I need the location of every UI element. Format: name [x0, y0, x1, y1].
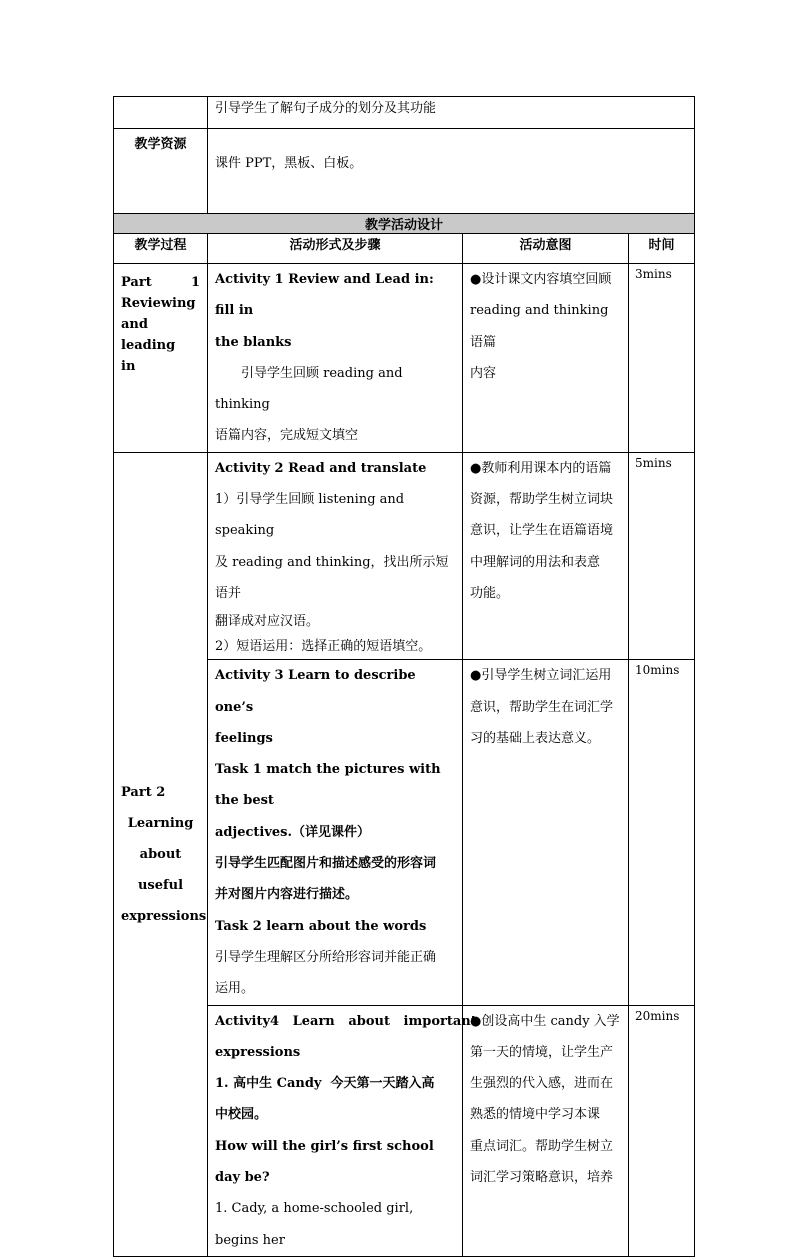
intent-line: 中理解词的用法和表意: [470, 554, 601, 570]
activity2-steps: [208, 452, 463, 659]
intent-line: ●创设高中生 candy 入学: [470, 1013, 620, 1029]
activity4-line: Activity4 Learn about important: [215, 1013, 477, 1029]
part1-activity: [208, 264, 463, 453]
activity3-line: Task 1 match the pictures with the best: [215, 762, 441, 809]
resources-row: [114, 129, 695, 214]
header-steps: 活动形式及步骤: [208, 234, 463, 264]
intent-line: 词汇学习策略意识，培养: [470, 1170, 614, 1186]
part1-label-line: Part 1: [121, 275, 200, 290]
header-time: 时间: [629, 234, 695, 264]
part2-label-line: expressions: [121, 908, 207, 924]
intent-line: ●教师利用课本内的语篇: [470, 460, 612, 476]
activity2-line: 2）短语运用：选择正确的短语填空。: [215, 639, 432, 655]
activity4-line: expressions: [215, 1044, 301, 1060]
activity3-line: 并对图片内容进行描述。: [215, 887, 359, 903]
intent-line: 资源，帮助学生树立词块: [470, 492, 614, 508]
activity3-line: adjectives.（详见课件）: [215, 824, 371, 840]
objective-label-cell: [114, 97, 208, 129]
header-intent: 活动意图: [463, 234, 629, 264]
activity2-row: [114, 452, 695, 659]
activity1-title-line: the blanks: [215, 334, 292, 350]
intent-line: ●设计课文内容填空回顾: [470, 272, 612, 287]
part2-label-line: about: [139, 846, 182, 862]
activity4-line: How will the girl’s first school day be?: [215, 1138, 434, 1186]
part1-time: 3mins: [629, 264, 695, 453]
objective-text: 引导学生了解句子成分的划分及其功能: [208, 97, 695, 129]
header-row: [114, 234, 695, 264]
part1-row: [114, 264, 695, 453]
activity2-intent: [463, 452, 629, 659]
activity3-line: Activity 3 Learn to describe one’s: [215, 668, 416, 715]
intent-line: 习的基础上表达意义。: [470, 730, 601, 746]
part2-label-line: Part 2: [121, 784, 166, 800]
activity4-steps: [208, 1005, 477, 1256]
activity2-line: 及 reading and thinking，找出所示短语并: [215, 554, 449, 601]
part1-label-line: Reviewing: [121, 296, 196, 311]
part2-label-line: useful: [137, 877, 184, 893]
activity1-desc: 引导学生回顾 reading and thinking: [215, 365, 403, 413]
intent-line: 第一天的情境，让学生产: [470, 1044, 614, 1060]
part1-label: [114, 264, 208, 453]
activity1-desc: 语篇内容，完成短文填空: [215, 428, 359, 444]
section-title-row: [114, 214, 695, 234]
intent-line: 意识，让学生在语篇语境: [470, 523, 614, 539]
intent-line: 意识，帮助学生在词汇学: [470, 699, 614, 715]
activity3-time: 10mins: [629, 660, 695, 1005]
activity2-title: Activity 2 Read and translate: [215, 460, 427, 476]
activity4-line: 中校园。: [215, 1107, 268, 1123]
activity2-line: 1）引导学生回顾 listening and speaking: [215, 492, 405, 539]
part1-label-line: in: [121, 359, 136, 374]
activity2-time: 5mins: [629, 452, 695, 659]
activity4-intent: [463, 1005, 629, 1256]
resources-value: 课件 PPT，黑板、白板。: [208, 129, 695, 214]
activity4-line: 1. 高中生 Candy 今天第一天踏入高: [215, 1076, 435, 1092]
activity3-steps: [208, 660, 463, 1005]
resources-label: 教学资源: [114, 129, 208, 214]
activity3-line: Task 2 learn about the words: [215, 918, 427, 934]
activity2-line: 翻译成对应汉语。: [215, 614, 320, 630]
section-title: 教学活动设计: [114, 214, 695, 234]
intent-line: ●引导学生树立词汇运用: [470, 668, 612, 684]
part1-intent: [463, 264, 629, 453]
header-process: 教学过程: [114, 234, 208, 264]
objective-row: [114, 97, 695, 129]
intent-line: 功能。: [470, 585, 510, 601]
part2-label: [114, 452, 208, 1256]
activity4-time: 20mins: [629, 1005, 695, 1256]
activity3-line: 引导学生理解区分所给形容词并能正确: [215, 949, 437, 965]
part1-label-line: and leading: [121, 317, 176, 353]
activity1-title-line: Activity 1 Review and Lead in: fill in: [215, 272, 434, 319]
activity3-line: 引导学生匹配图片和描述感受的形容词: [215, 856, 437, 872]
activity3-line: feelings: [215, 730, 273, 746]
intent-line: 熟悉的情境中学习本课: [470, 1107, 601, 1123]
intent-line: 生强烈的代入感，进而在: [470, 1076, 614, 1092]
activity3-intent: [463, 660, 629, 1005]
part2-label-line: Learning: [127, 815, 194, 831]
intent-line: 内容: [470, 365, 497, 381]
lesson-plan-table: [113, 96, 695, 1257]
activity3-line: 运用。: [215, 981, 255, 997]
intent-line: 重点词汇。帮助学生树立: [470, 1138, 614, 1154]
activity4-line: 1. Cady, a home-schooled girl, begins her: [215, 1201, 414, 1248]
intent-line: reading and thinking 语篇: [470, 303, 609, 350]
